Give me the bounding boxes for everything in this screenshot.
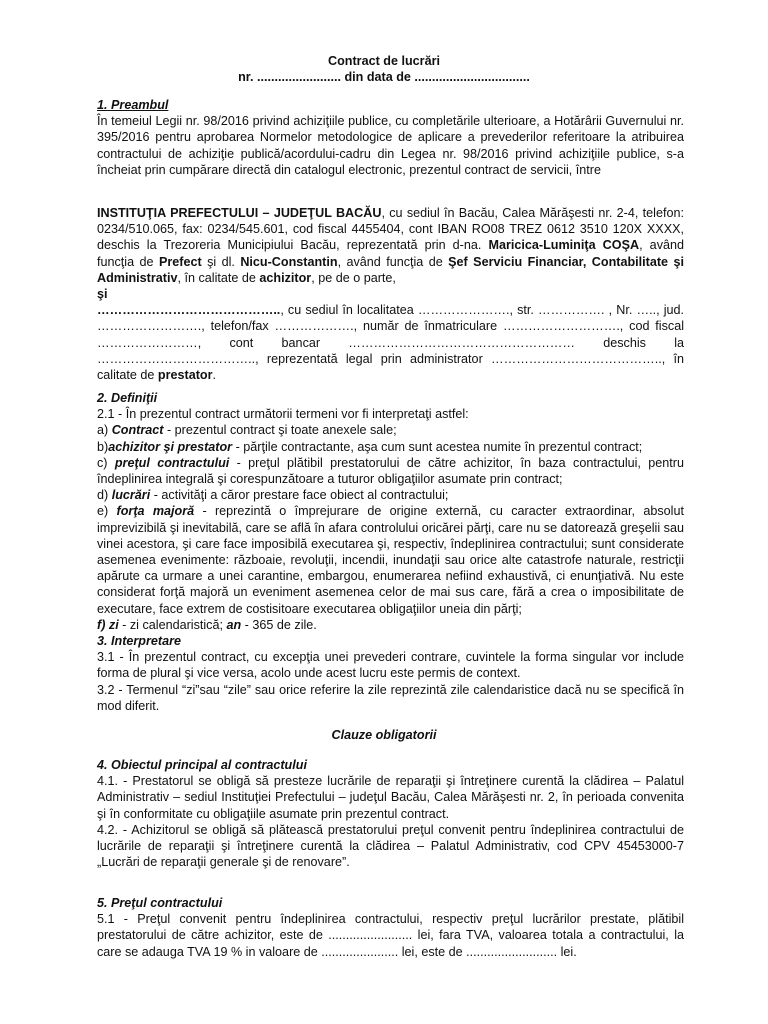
obiect-4-1: 4.1. - Prestatorul se obligă să presteze lucrările de reparaţii şi întreţinere curentă la clădirea – Palatul Administrativ – sediul Instituţiei Prefectului – judeţul Bacău, Calea Mărăşesti nr. 2, în perioada convenita şi în conformitate cu obligaţiile asumate prin prezentul contract. bbox=[97, 774, 684, 821]
definition-d: d) lucrări - activităţi a căror prestare face obiect al contractului; bbox=[97, 488, 449, 503]
contract-title: Contract de lucrări bbox=[328, 54, 440, 68]
definition-b: b)achizitor şi prestator - părţile contractante, aşa cum sunt acestea numite în prezentul contract; bbox=[97, 439, 643, 454]
achizitor-text: , în calitate de bbox=[177, 270, 260, 285]
obiect-4-2: 4.2. - Achizitorul se obligă să plătească prestatorului preţul convenit pentru îndeplinirea contractului de lucrările de reparaţii şi întreţinere curentă la clădirea – Palatul Administrativ, cod CPV 45453000-7 „Lucrări de reparaţii generale şi de renovare”. bbox=[97, 822, 684, 870]
definitii-intro: 2.1 - În prezentul contract următorii termeni vor fi interpretaţi astfel: bbox=[97, 407, 469, 422]
obiect-heading: 4. Obiectul principal al contractului bbox=[97, 758, 307, 772]
section-obiect bbox=[97, 757, 684, 870]
prestator-text: . bbox=[212, 368, 217, 383]
preambul-heading bbox=[97, 97, 684, 113]
pret-5-1: 5.1 - Preţul convenit pentru îndeplinirea contractului, respectiv preţul lucrărilor prestate, plătibil prestatorului de către achizitor, este de ........................ lei, fara TVA, valoarea totala a contractului, la care se adauga TVA 19 % in valoare de ...................... lei, este de .......................... lei. bbox=[97, 912, 684, 959]
term-contract: Contract bbox=[111, 423, 164, 438]
definition-f: f) zi - zi calendaristică; an - 365 de zile. bbox=[97, 617, 317, 632]
achizitor-function-1: Prefect bbox=[158, 254, 202, 269]
achizitor-text: , având funcţia de bbox=[97, 238, 685, 269]
definitii-heading: 2. Definiţii bbox=[97, 391, 158, 405]
party-achizitor bbox=[97, 205, 684, 383]
preambul-heading-number: 1. bbox=[97, 98, 108, 112]
term-pretul-contractului: preţul contractului bbox=[114, 455, 230, 470]
achizitor-text: , având funcţia de bbox=[337, 254, 449, 269]
term-forta-majora: forţa majoră bbox=[116, 504, 195, 519]
achizitor-text: şi dl. bbox=[201, 254, 241, 269]
section-interpretare bbox=[97, 633, 684, 714]
section-definitii bbox=[97, 390, 684, 633]
achizitor-name: INSTITUŢIA PREFECTULUI – JUDEŢUL BACĂU bbox=[97, 206, 382, 220]
definition-e: e) forţa majoră - reprezintă o împrejurare de origine externă, cu caracter extraordinar, absolut imprevizibilă şi inevitabilă, care se află în afara controlului oricărei părţi, care nu se datorează greşelii sau vinei acestora, şi care face imposibilă executarea şi, respectiv, îndeplinirea contractului; sunt considerate asemenea evenimente: războaie, revoluţii, incendii, inundaţii sau orice alte catastrofe naturale, restricţii apărute ca urmare a unei carantine, embargou, enumerarea nefiind exhaustivă, ci enunţiativă. Nu este considerat forţă majoră un eveniment asemenea celor de mai sus care, fără a crea o imposibilitate de executare, face extrem de costisitoare executarea obligaţiilor uneia din părţi; bbox=[97, 504, 684, 616]
pret-heading: 5. Preţul contractului bbox=[97, 896, 223, 910]
prestator-name-placeholder: …………………………………….. bbox=[97, 303, 281, 318]
interpretare-heading: 3. Interpretare bbox=[97, 634, 181, 648]
interpretare-3-1: 3.1 - În prezentul contract, cu excepţia unei prevederi contrare, cuvintele la forma singular vor include forma de plural şi vice versa, acolo unde acest lucru este permis de context. bbox=[97, 650, 684, 681]
achizitor-role: achizitor bbox=[259, 270, 312, 285]
preambul-paragraph: În temeiul Legii nr. 98/2016 privind achiziţiile publice, cu completările ulterioare, a Hotărârii Guvernului nr. 395/2016 pentru aprobarea Normelor metodologice de aplicare a prevederilor referitoare la atribuirea contractului de achiziţie publică/acordului-cadru din Legea nr. 98/2016 privind achiziţiile publice, s-a încheiat prin cumpărare directă din catalogul electronic, prezentul contract de servicii, între bbox=[97, 114, 684, 177]
term-lucrari: lucrări bbox=[111, 488, 151, 503]
interpretare-3-2: 3.2 - Termenul “zi”sau “zile” sau orice referire la zile reprezintă zile calendaristice dacă nu se specifică în mod diferit. bbox=[97, 682, 684, 713]
preambul-heading-text: Preambul bbox=[111, 98, 169, 112]
definition-c: c) preţul contractului - preţul plătibil prestatorului de către achizitor, în baza contractului, pentru îndeplinirea integrală şi corespunzătoare a tuturor obligaţiilor asumate prin contract; bbox=[97, 455, 684, 487]
definition-a: a) Contract - prezentul contract şi toate anexele sale; bbox=[97, 423, 397, 438]
section-preambul bbox=[97, 97, 684, 178]
term-achizitor-prestator: achizitor şi prestator bbox=[108, 439, 233, 454]
and-conjunction: şi bbox=[97, 287, 108, 302]
section-pret bbox=[97, 895, 684, 960]
achizitor-function-2: Şef Serviciu Financiar, Contabilitate şi Administrativ bbox=[97, 254, 684, 285]
prestator-paragraph bbox=[97, 302, 684, 383]
achizitor-representative-2: Nicu-Constantin bbox=[240, 254, 338, 269]
contract-number-line: nr. ........................ din data de ................................. bbox=[238, 70, 530, 84]
term-an: an bbox=[226, 617, 242, 632]
achizitor-text: , pe de o parte, bbox=[311, 270, 396, 285]
achizitor-representative-1: Maricica-Luminiţa COŞA bbox=[488, 238, 640, 253]
term-zi: zi bbox=[108, 617, 119, 632]
prestator-details: , cu sediul în localitatea …………………., str. ……………. , Nr. ….., jud. ……………………., telefon/fax ………………., număr de înmatriculare ………………………., cod fiscal ……………………, cont bancar ……………………………………………… deschis la ……………………………….., reprezentată legal prin administrator ………………………………….., în calitate de bbox=[97, 303, 684, 383]
achizitor-paragraph bbox=[97, 205, 684, 286]
prestator-role: prestator bbox=[157, 368, 213, 383]
clauze-obligatorii-heading: Clauze obligatorii bbox=[331, 728, 437, 742]
achizitor-details: , cu sediul în Bacău, Calea Mărăşesti nr. 2-4, telefon: 0234/510.065, fax: 0234/545.601, cod fiscal 4455404, cont IBAN RO08 TREZ 0612 3510 120X XXXX, deschis la Trezoreria Municipiului Bacău, reprezentată prin d-na. bbox=[97, 206, 684, 253]
